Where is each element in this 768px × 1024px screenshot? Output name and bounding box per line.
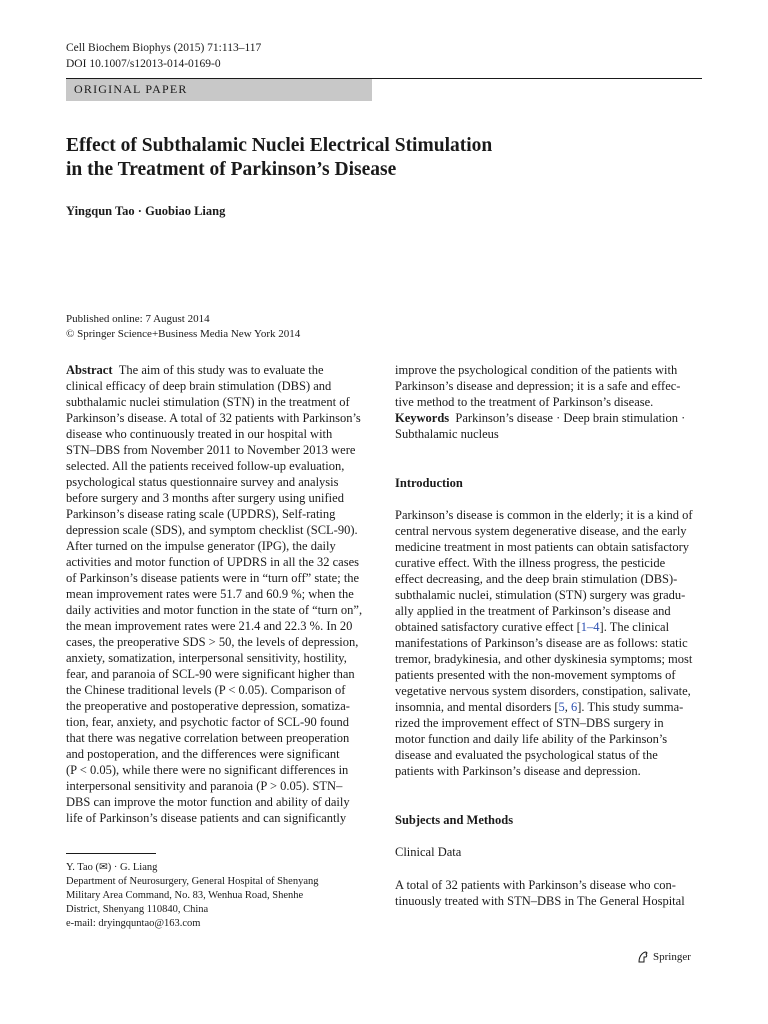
abstract-line: After turned on the impulse generator (IPG), the daily [66,539,336,553]
abstract-line: activities and motor function of UPDRS in all the 32 cases [66,555,360,569]
abstract-continuation-line: improve the psychological condition of the patients with [395,363,678,377]
paper-type-banner: ORIGINAL PAPER [66,79,372,101]
footnote-district: District, Shenyang 110840, China [66,904,209,915]
intro-line: curative effect. With the illness progress, the pesticide [395,556,666,570]
abstract-line: life of Parkinson’s disease patients and can significantly [66,811,347,825]
abstract-label: Abstract [66,363,113,377]
left-column [66,362,373,826]
footnote-dept: Department of Neurosurgery, General Hospital of Shenyang [66,876,319,887]
abstract-line: DBS can improve the motor function and ability of daily [66,795,350,809]
abstract-line: depression scale (SDS), and symptom checklist (SCL-90). [66,523,358,537]
journal-header [66,40,261,72]
abstract-line: and postoperation, and the differences were significant [66,747,340,761]
intro-line: manifestations of Parkinson’s disease are as follows: static [395,636,688,650]
springer-wordmark: Springer [653,951,691,963]
footnote-authors: Y. Tao (✉) · G. Liang [66,862,158,873]
intro-line: insomnia, and mental disorders [5, 6]. This study summa- [395,700,684,714]
abstract-line: psychological status questionnaire survey and analysis [66,475,339,489]
springer-horse-icon [636,950,650,964]
copyright-notice: © Springer Science+Business Media New York 2014 [66,327,301,340]
methods-line: tinuously treated with STN–DBS in The General Hospital [395,894,685,908]
abstract-line: the mean improvement rates were 21.4 and 22.3 %. In 20 [66,619,353,633]
intro-line: vegetative nervous system disorders, constipation, salivate, [395,684,691,698]
intro-line: medicine treatment in most patients can obtain satisfactory [395,540,690,554]
intro-line: tremor, bradykinesia, and other dyskinesia symptoms; most [395,652,693,666]
title-line-1: Effect of Subthalamic Nuclei Electrical Stimulation [66,135,493,156]
author-affiliation-footnote [66,861,373,931]
citation-link-5[interactable]: 5 [558,700,565,714]
abstract-line: interpersonal sensitivity and paranoia (P > 0.05). STN– [66,779,343,793]
abstract-line: Parkinson’s disease. A total of 32 patients with Parkinson’s [66,411,361,425]
footnote-email[interactable]: e-mail: dryingquntao@163.com [66,918,201,929]
right-column [395,362,702,909]
abstract-line: the preoperative and postoperative depression, somatiza- [66,699,350,713]
abstract-line: selected. All the patients received follow-up evaluation, [66,459,345,473]
title-line-2: in the Treatment of Parkinson’s Disease [66,159,397,180]
intro-line: patients with Parkinson’s disease and depression. [395,764,641,778]
abstract-line: the Chinese traditional levels (P < 0.05). Comparison of [66,683,346,697]
abstract-line: of Parkinson’s disease patients were in “turn off” state; the [66,571,360,585]
intro-line: effect decreasing, and the deep brain stimulation (DBS)- [395,572,678,586]
introduction-heading: Introduction [395,476,463,490]
intro-line: disease and evaluated the psychological status of the [395,748,658,762]
author-list: Yingqun Tao · Guobiao Liang [66,204,226,218]
intro-line: motor function and daily life ability of the Parkinson’s [395,732,668,746]
clinical-data-subheading: Clinical Data [395,845,462,859]
citation-link-1-4[interactable]: 1–4 [580,620,600,634]
intro-line: patients presented with the non-movement symptoms of [395,668,676,682]
introduction-body [395,507,702,779]
publisher-mark [636,950,691,964]
methods-line: A total of 32 patients with Parkinson’s disease who con- [395,878,676,892]
article-title [66,134,586,182]
abstract-line: fear, and paranoia of SCL-90 were significant higher than [66,667,355,681]
keywords-line-2: Subthalamic nucleus [395,427,499,441]
abstract-line: disease who continuously treated in our hospital with [66,427,333,441]
intro-line: Parkinson’s disease is common in the elderly; it is a kind of [395,508,693,522]
abstract-continuation-line: tive method to the treatment of Parkinson’s disease. [395,395,654,409]
journal-citation: Cell Biochem Biophys (2015) 71:113–117 [66,42,262,54]
abstract-line: tion, fear, anxiety, and psychotic factor of SCL-90 found [66,715,349,729]
abstract-line: clinical efficacy of deep brain stimulation (DBS) and [66,379,332,393]
abstract-line: Parkinson’s disease rating scale (UPDRS), Self-rating [66,507,336,521]
intro-line: ally applied in the treatment of Parkinson’s disease and [395,604,671,618]
abstract-line: before surgery and 3 months after surgery using unified [66,491,344,505]
abstract-line: that there was negative correlation between preoperation [66,731,350,745]
intro-line: obtained satisfactory curative effect [1–4]. The clinical [395,620,670,634]
abstract-continuation-line: Parkinson’s disease and depression; it is a safe and effec- [395,379,681,393]
abstract-line: daily activities and motor function in the state of “turn on”, [66,603,363,617]
publication-info [66,312,300,341]
footnote-address: Military Area Command, No. 83, Wenhua Road, Shenhe [66,890,304,901]
journal-doi[interactable]: DOI 10.1007/s12013-014-0169-0 [66,58,221,70]
abstract-line: STN–DBS from November 2011 to November 2013 were [66,443,356,457]
methods-heading: Subjects and Methods [395,813,514,827]
abstract-line: cases, the preoperative SDS > 50, the levels of depression, [66,635,359,649]
abstract-line: subthalamic nuclei stimulation (STN) in the treatment of [66,395,350,409]
intro-line: rized the improvement effect of STN–DBS surgery in [395,716,664,730]
abstract-line: (P < 0.05), while there were no significant differences in [66,763,349,777]
intro-line: central nervous system degenerative disease, and the early [395,524,687,538]
abstract-line: mean improvement rates were 51.7 and 60.9 %; when the [66,587,354,601]
published-date: Published online: 7 August 2014 [66,313,210,325]
citation-link-6[interactable]: 6 [571,700,578,714]
intro-line: subthalamic nuclei, stimulation (STN) surgery was gradu- [395,588,686,602]
keywords-label: Keywords [395,411,450,425]
footnote-rule [66,853,156,854]
abstract-line: Abstract The aim of this study was to evaluate the [66,363,324,377]
abstract-line: anxiety, somatization, interpersonal sensitivity, hostility, [66,651,347,665]
keywords-line: Keywords Parkinson’s disease · Deep brain stimulation · [395,411,686,425]
